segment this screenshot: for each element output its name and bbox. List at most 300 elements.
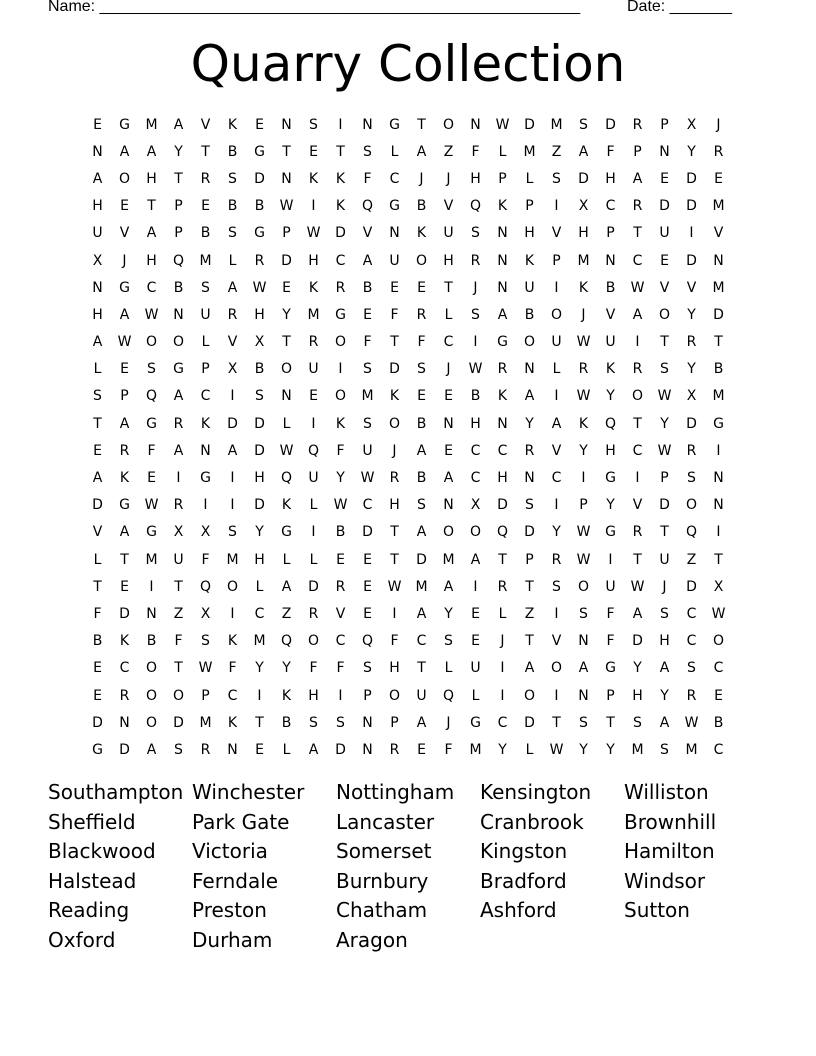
grid-cell[interactable]: J [473, 279, 478, 296]
grid-cell[interactable]: T [714, 551, 723, 568]
grid-cell[interactable]: Q [442, 687, 455, 704]
grid-cell[interactable]: R [686, 334, 697, 351]
grid-cell[interactable]: F [363, 170, 372, 187]
grid-cell[interactable]: R [497, 361, 508, 378]
grid-cell[interactable]: W [495, 116, 510, 133]
grid-cell[interactable]: I [338, 361, 343, 378]
grid-cell[interactable]: O [280, 361, 293, 378]
grid-cell[interactable]: J [419, 170, 424, 187]
grid-cell[interactable]: U [416, 687, 427, 704]
grid-cell[interactable]: N [227, 741, 238, 758]
grid-cell[interactable]: S [363, 660, 372, 677]
grid-cell[interactable]: T [660, 334, 669, 351]
grid-cell[interactable]: E [417, 388, 426, 405]
grid-cell[interactable]: R [389, 741, 400, 758]
grid-cell[interactable]: W [549, 741, 564, 758]
grid-cell[interactable]: C [686, 633, 697, 650]
grid-cell[interactable]: M [145, 551, 158, 568]
grid-cell[interactable]: D [308, 578, 319, 595]
grid-cell[interactable]: P [174, 225, 183, 242]
grid-cell[interactable]: N [524, 470, 535, 487]
grid-cell[interactable]: I [554, 605, 559, 622]
grid-cell[interactable]: E [363, 551, 372, 568]
grid-cell[interactable]: K [308, 170, 319, 187]
grid-cell[interactable]: B [146, 633, 157, 650]
grid-cell[interactable]: D [254, 442, 265, 459]
name-field[interactable]: Name: ______________________________________________________ [48, 0, 581, 15]
grid-cell[interactable]: E [255, 741, 264, 758]
grid-cell[interactable]: S [174, 741, 183, 758]
grid-cell[interactable]: N [92, 279, 103, 296]
grid-cell[interactable]: F [417, 334, 426, 351]
grid-cell[interactable]: W [468, 361, 483, 378]
grid-cell[interactable]: W [657, 442, 672, 459]
grid-cell[interactable]: L [552, 361, 561, 378]
grid-cell[interactable]: C [119, 660, 130, 677]
grid-cell[interactable]: H [578, 225, 589, 242]
grid-cell[interactable]: B [524, 306, 535, 323]
grid-cell[interactable]: O [685, 497, 698, 514]
grid-cell[interactable]: S [228, 170, 237, 187]
grid-cell[interactable]: D [119, 741, 130, 758]
grid-cell[interactable]: E [120, 361, 129, 378]
grid-cell[interactable]: S [660, 741, 669, 758]
grid-cell[interactable]: S [444, 633, 453, 650]
grid-cell[interactable]: Y [660, 687, 669, 704]
grid-cell[interactable]: G [497, 334, 508, 351]
grid-cell[interactable]: G [713, 415, 724, 432]
grid-cell[interactable]: E [444, 442, 453, 459]
grid-cell[interactable]: P [282, 225, 291, 242]
grid-cell[interactable]: C [632, 442, 643, 459]
grid-cell[interactable]: I [311, 198, 316, 215]
grid-cell[interactable]: A [551, 415, 562, 432]
grid-cell[interactable]: L [201, 334, 210, 351]
grid-cell[interactable]: S [228, 225, 237, 242]
grid-cell[interactable]: W [333, 497, 348, 514]
grid-cell[interactable]: D [416, 551, 427, 568]
grid-cell[interactable]: A [416, 143, 427, 160]
grid-cell[interactable]: K [578, 279, 589, 296]
grid-cell[interactable]: O [307, 633, 320, 650]
grid-cell[interactable]: R [551, 551, 562, 568]
grid-cell[interactable]: O [334, 334, 347, 351]
grid-cell[interactable]: R [632, 116, 643, 133]
grid-cell[interactable]: I [257, 687, 262, 704]
grid-cell[interactable]: N [497, 279, 508, 296]
grid-cell[interactable]: Y [444, 605, 453, 622]
grid-cell[interactable]: T [633, 415, 642, 432]
grid-cell[interactable]: G [119, 497, 130, 514]
grid-cell[interactable]: T [174, 578, 183, 595]
grid-cell[interactable]: S [417, 497, 426, 514]
grid-cell[interactable]: A [362, 252, 373, 269]
grid-cell[interactable]: E [363, 578, 372, 595]
grid-cell[interactable]: D [119, 605, 130, 622]
grid-cell[interactable]: N [497, 225, 508, 242]
grid-cell[interactable]: R [632, 198, 643, 215]
grid-cell[interactable]: L [282, 741, 291, 758]
grid-cell[interactable]: C [443, 334, 454, 351]
grid-cell[interactable]: A [119, 524, 130, 541]
grid-cell[interactable]: S [660, 605, 669, 622]
grid-cell[interactable]: S [336, 714, 345, 731]
grid-cell[interactable]: A [470, 551, 481, 568]
grid-cell[interactable]: P [120, 388, 129, 405]
grid-cell[interactable]: K [335, 170, 346, 187]
grid-cell[interactable]: B [200, 225, 211, 242]
grid-cell[interactable]: H [146, 170, 157, 187]
grid-cell[interactable]: Y [552, 524, 561, 541]
grid-cell[interactable]: K [497, 388, 508, 405]
grid-cell[interactable]: G [605, 524, 616, 541]
grid-cell[interactable]: N [443, 497, 454, 514]
grid-cell[interactable]: U [389, 252, 400, 269]
grid-cell[interactable]: I [716, 524, 721, 541]
grid-cell[interactable]: T [417, 116, 426, 133]
grid-cell[interactable]: N [713, 252, 724, 269]
grid-cell[interactable]: H [497, 470, 508, 487]
grid-cell[interactable]: R [119, 442, 130, 459]
grid-cell[interactable]: K [119, 470, 130, 487]
grid-cell[interactable]: W [279, 442, 294, 459]
grid-cell[interactable]: R [632, 361, 643, 378]
grid-cell[interactable]: C [713, 741, 724, 758]
grid-cell[interactable]: G [335, 306, 346, 323]
grid-cell[interactable]: X [686, 388, 697, 405]
grid-cell[interactable]: C [497, 442, 508, 459]
grid-cell[interactable]: S [363, 143, 372, 160]
grid-cell[interactable]: S [363, 361, 372, 378]
grid-cell[interactable]: P [606, 687, 615, 704]
grid-cell[interactable]: A [632, 170, 643, 187]
grid-cell[interactable]: A [92, 170, 103, 187]
grid-cell[interactable]: S [579, 116, 588, 133]
grid-cell[interactable]: F [174, 633, 183, 650]
grid-cell[interactable]: N [497, 415, 508, 432]
grid-cell[interactable]: D [254, 170, 265, 187]
grid-cell[interactable]: X [254, 334, 265, 351]
grid-cell[interactable]: H [308, 252, 319, 269]
grid-cell[interactable]: M [361, 388, 374, 405]
grid-cell[interactable]: W [684, 714, 699, 731]
grid-cell[interactable]: I [554, 388, 559, 405]
grid-cell[interactable]: H [389, 497, 400, 514]
grid-cell[interactable]: W [306, 225, 321, 242]
grid-cell[interactable]: O [145, 660, 158, 677]
grid-cell[interactable]: H [632, 687, 643, 704]
grid-cell[interactable]: C [389, 170, 400, 187]
grid-cell[interactable]: N [92, 143, 103, 160]
grid-cell[interactable]: N [659, 143, 670, 160]
grid-cell[interactable]: F [336, 660, 345, 677]
grid-cell[interactable]: U [551, 334, 562, 351]
grid-cell[interactable]: T [633, 551, 642, 568]
grid-cell[interactable]: U [605, 334, 616, 351]
grid-cell[interactable]: S [579, 714, 588, 731]
grid-cell[interactable]: Z [173, 605, 184, 622]
grid-cell[interactable]: E [471, 605, 480, 622]
grid-cell[interactable]: D [632, 633, 643, 650]
grid-cell[interactable]: N [443, 415, 454, 432]
grid-cell[interactable]: P [201, 687, 210, 704]
grid-cell[interactable]: Y [687, 361, 696, 378]
grid-cell[interactable]: W [630, 578, 645, 595]
grid-cell[interactable]: D [362, 524, 373, 541]
grid-cell[interactable]: K [416, 225, 427, 242]
grid-cell[interactable]: I [473, 334, 478, 351]
grid-cell[interactable]: H [470, 415, 481, 432]
grid-cell[interactable]: V [362, 225, 373, 242]
grid-cell[interactable]: D [173, 714, 184, 731]
grid-cell[interactable]: D [227, 415, 238, 432]
grid-cell[interactable]: O [145, 334, 158, 351]
grid-cell[interactable]: S [660, 361, 669, 378]
grid-cell[interactable]: Y [282, 306, 291, 323]
grid-cell[interactable]: O [334, 388, 347, 405]
grid-cell[interactable]: W [657, 388, 672, 405]
grid-cell[interactable]: A [146, 741, 157, 758]
grid-cell[interactable]: R [632, 524, 643, 541]
grid-cell[interactable]: R [308, 605, 319, 622]
grid-cell[interactable]: B [605, 279, 616, 296]
grid-cell[interactable]: O [172, 334, 185, 351]
grid-cell[interactable]: T [390, 334, 399, 351]
grid-cell[interactable]: I [635, 334, 640, 351]
grid-cell[interactable]: F [471, 143, 480, 160]
grid-cell[interactable]: I [554, 497, 559, 514]
grid-cell[interactable]: I [554, 279, 559, 296]
grid-cell[interactable]: Z [524, 605, 535, 622]
grid-cell[interactable]: Y [687, 306, 696, 323]
grid-cell[interactable]: P [201, 361, 210, 378]
grid-cell[interactable]: R [335, 578, 346, 595]
grid-cell[interactable]: I [311, 415, 316, 432]
grid-cell[interactable]: M [523, 143, 536, 160]
grid-cell[interactable]: O [118, 170, 131, 187]
grid-cell[interactable]: C [254, 605, 265, 622]
grid-cell[interactable]: Q [469, 198, 482, 215]
grid-cell[interactable]: O [550, 306, 563, 323]
grid-cell[interactable]: D [497, 497, 508, 514]
grid-cell[interactable]: E [660, 252, 669, 269]
grid-cell[interactable]: A [659, 714, 670, 731]
grid-cell[interactable]: B [227, 198, 238, 215]
grid-cell[interactable]: J [581, 306, 586, 323]
grid-cell[interactable]: G [605, 470, 616, 487]
grid-cell[interactable]: T [714, 334, 723, 351]
grid-cell[interactable]: L [255, 578, 264, 595]
grid-cell[interactable]: G [389, 116, 400, 133]
grid-cell[interactable]: R [200, 170, 211, 187]
grid-cell[interactable]: B [281, 714, 292, 731]
grid-cell[interactable]: R [119, 687, 130, 704]
grid-cell[interactable]: F [336, 442, 345, 459]
grid-cell[interactable]: M [550, 116, 563, 133]
grid-cell[interactable]: V [713, 225, 724, 242]
grid-cell[interactable]: M [685, 741, 698, 758]
grid-cell[interactable]: N [713, 497, 724, 514]
grid-cell[interactable]: T [498, 551, 507, 568]
grid-cell[interactable]: M [145, 116, 158, 133]
grid-cell[interactable]: N [281, 388, 292, 405]
grid-cell[interactable]: F [390, 306, 399, 323]
grid-cell[interactable]: V [551, 442, 562, 459]
grid-cell[interactable]: J [122, 252, 127, 269]
grid-cell[interactable]: F [201, 551, 210, 568]
grid-cell[interactable]: A [146, 225, 157, 242]
grid-cell[interactable]: A [632, 605, 643, 622]
grid-cell[interactable]: W [711, 605, 726, 622]
grid-cell[interactable]: T [417, 660, 426, 677]
grid-cell[interactable]: Q [685, 524, 698, 541]
grid-cell[interactable]: D [659, 198, 670, 215]
grid-cell[interactable]: K [227, 116, 238, 133]
grid-cell[interactable]: Q [145, 388, 158, 405]
grid-cell[interactable]: B [416, 470, 427, 487]
grid-cell[interactable]: D [389, 361, 400, 378]
grid-cell[interactable]: N [200, 442, 211, 459]
grid-cell[interactable]: F [606, 605, 615, 622]
grid-cell[interactable]: M [712, 198, 725, 215]
grid-cell[interactable]: C [470, 470, 481, 487]
grid-cell[interactable]: B [713, 361, 724, 378]
grid-cell[interactable]: H [605, 442, 616, 459]
grid-cell[interactable]: Z [551, 143, 562, 160]
grid-cell[interactable]: M [712, 388, 725, 405]
grid-cell[interactable]: U [92, 225, 103, 242]
grid-cell[interactable]: G [200, 470, 211, 487]
grid-cell[interactable]: I [500, 660, 505, 677]
grid-cell[interactable]: B [254, 361, 265, 378]
grid-cell[interactable]: A [146, 143, 157, 160]
grid-cell[interactable]: S [471, 225, 480, 242]
grid-cell[interactable]: Y [174, 143, 183, 160]
grid-cell[interactable]: T [174, 660, 183, 677]
grid-cell[interactable]: O [388, 415, 401, 432]
grid-cell[interactable]: B [416, 198, 427, 215]
grid-cell[interactable]: S [687, 660, 696, 677]
grid-cell[interactable]: C [470, 442, 481, 459]
grid-cell[interactable]: O [388, 687, 401, 704]
grid-cell[interactable]: W [576, 334, 591, 351]
grid-cell[interactable]: T [552, 714, 561, 731]
grid-cell[interactable]: F [390, 633, 399, 650]
grid-cell[interactable]: L [525, 170, 534, 187]
grid-cell[interactable]: D [254, 415, 265, 432]
grid-cell[interactable]: A [227, 442, 238, 459]
grid-cell[interactable]: Y [255, 524, 264, 541]
grid-cell[interactable]: O [550, 660, 563, 677]
grid-cell[interactable]: S [363, 415, 372, 432]
grid-cell[interactable]: M [631, 741, 644, 758]
grid-cell[interactable]: L [282, 415, 291, 432]
grid-cell[interactable]: S [228, 524, 237, 541]
grid-cell[interactable]: V [632, 497, 643, 514]
grid-cell[interactable]: Y [660, 415, 669, 432]
grid-cell[interactable]: J [662, 578, 667, 595]
grid-cell[interactable]: M [199, 252, 212, 269]
grid-cell[interactable]: E [93, 660, 102, 677]
grid-cell[interactable]: H [659, 633, 670, 650]
grid-cell[interactable]: I [581, 470, 586, 487]
grid-cell[interactable]: O [469, 524, 482, 541]
grid-cell[interactable]: O [226, 578, 239, 595]
grid-cell[interactable]: E [255, 116, 264, 133]
grid-cell[interactable]: E [147, 470, 156, 487]
grid-cell[interactable]: V [551, 225, 562, 242]
grid-cell[interactable]: C [686, 605, 697, 622]
grid-cell[interactable]: T [444, 279, 453, 296]
grid-cell[interactable]: V [686, 279, 697, 296]
grid-cell[interactable]: Q [496, 524, 509, 541]
grid-cell[interactable]: N [497, 252, 508, 269]
grid-cell[interactable]: X [173, 524, 184, 541]
grid-cell[interactable]: W [576, 524, 591, 541]
grid-cell[interactable]: A [524, 388, 535, 405]
grid-cell[interactable]: S [633, 714, 642, 731]
grid-cell[interactable]: G [173, 361, 184, 378]
grid-cell[interactable]: Y [606, 741, 615, 758]
grid-cell[interactable]: F [606, 633, 615, 650]
grid-cell[interactable]: S [255, 388, 264, 405]
grid-cell[interactable]: I [689, 225, 694, 242]
grid-cell[interactable]: H [254, 551, 265, 568]
grid-cell[interactable]: I [500, 687, 505, 704]
grid-cell[interactable]: O [523, 334, 536, 351]
grid-cell[interactable]: B [173, 279, 184, 296]
grid-cell[interactable]: K [497, 198, 508, 215]
grid-cell[interactable]: W [630, 279, 645, 296]
grid-cell[interactable]: R [470, 252, 481, 269]
grid-cell[interactable]: P [525, 551, 534, 568]
grid-cell[interactable]: R [335, 279, 346, 296]
grid-cell[interactable]: B [470, 388, 481, 405]
grid-cell[interactable]: Y [525, 415, 534, 432]
grid-cell[interactable]: U [308, 470, 319, 487]
grid-cell[interactable]: C [227, 687, 238, 704]
grid-cell[interactable]: Q [280, 470, 293, 487]
grid-cell[interactable]: P [363, 687, 372, 704]
grid-cell[interactable]: K [605, 361, 616, 378]
grid-cell[interactable]: N [362, 741, 373, 758]
grid-cell[interactable]: T [147, 198, 156, 215]
grid-cell[interactable]: D [659, 497, 670, 514]
grid-cell[interactable]: L [471, 687, 480, 704]
grid-cell[interactable]: X [686, 116, 697, 133]
grid-cell[interactable]: E [309, 388, 318, 405]
grid-cell[interactable]: T [660, 524, 669, 541]
grid-cell[interactable]: A [416, 524, 427, 541]
grid-cell[interactable]: A [173, 388, 184, 405]
grid-cell[interactable]: R [200, 741, 211, 758]
grid-cell[interactable]: K [308, 279, 319, 296]
grid-cell[interactable]: T [174, 170, 183, 187]
grid-cell[interactable]: E [120, 198, 129, 215]
grid-cell[interactable]: H [254, 470, 265, 487]
grid-cell[interactable]: W [252, 279, 267, 296]
grid-cell[interactable]: L [498, 605, 507, 622]
grid-cell[interactable]: G [389, 198, 400, 215]
grid-cell[interactable]: T [606, 714, 615, 731]
grid-cell[interactable]: D [92, 497, 103, 514]
grid-cell[interactable]: M [415, 578, 428, 595]
grid-cell[interactable]: X [713, 578, 724, 595]
grid-cell[interactable]: R [227, 306, 238, 323]
grid-cell[interactable]: F [93, 605, 102, 622]
grid-cell[interactable]: O [631, 388, 644, 405]
grid-cell[interactable]: N [362, 116, 373, 133]
